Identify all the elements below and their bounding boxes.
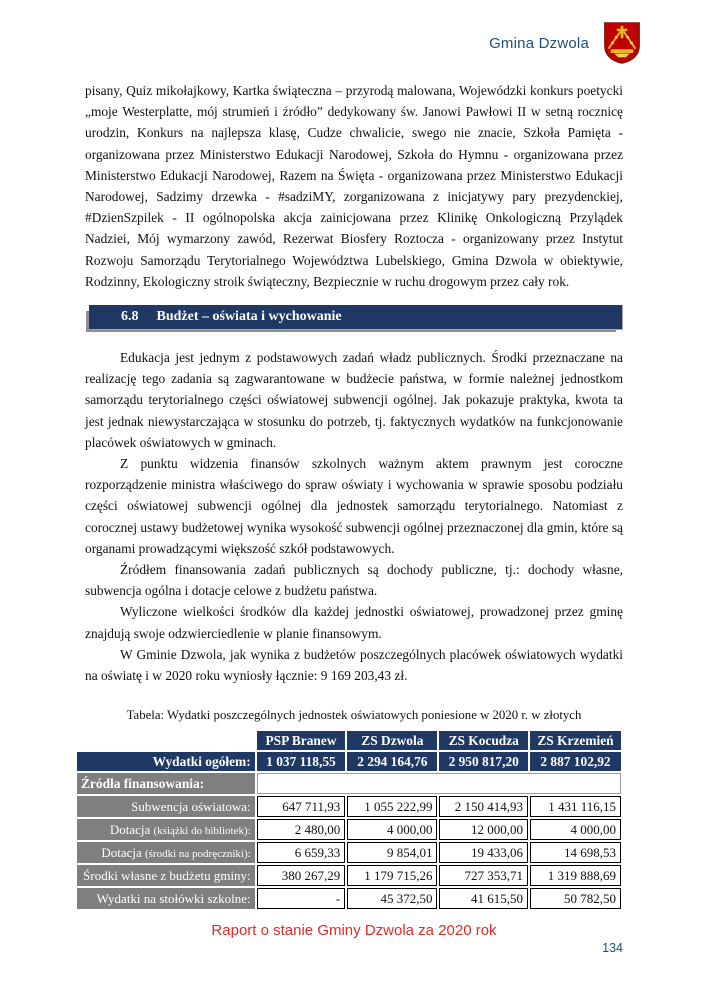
cell-value: -	[257, 888, 346, 909]
table-row	[77, 796, 621, 817]
cell-value: 2 294 164,76	[347, 752, 437, 771]
row-label: Subwencja oświatowa:	[77, 796, 255, 817]
section-number: 6.8	[121, 309, 139, 325]
cell-value: 1 037 118,55	[257, 752, 346, 771]
table-row	[77, 842, 621, 863]
cell-value: 1 319 888,69	[530, 865, 621, 886]
cell-value: 2 480,00	[257, 819, 346, 840]
main-content	[81, 80, 623, 911]
group-label: Źródła finansowania:	[77, 773, 255, 794]
coat-of-arms-icon	[601, 22, 643, 64]
section-title: Budżet – oświata i wychowanie	[156, 309, 342, 325]
row-label: Dotacja (środki na podręczniki):	[77, 842, 255, 863]
cell-value: 1 055 222,99	[347, 796, 437, 817]
paragraph: Wyliczone wielkości środków dla każdej jednostki oświatowej, prowadzonej przez gminę znajdują swoje odzwierciedlenie w planie finansowym.	[85, 604, 623, 641]
page-header	[489, 22, 643, 64]
cell-value: 380 267,29	[257, 865, 346, 886]
paragraph: pisany, Quiz mikołajkowy, Kartka świąteczna – przyrodą malowana, Wojewódzki konkurs poetycki „moje Westerplatte, mój strumień i źródło” dedykowany św. Janowi Pawłowi II w setną rocznicę urodzin, Konkurs na najlepsza klasę, Cudze chwalicie, swego nie znacie, Szkoła Pamięta - organizowana przez Ministerstwo Edukacji Narodowej, Szkoła do Hymnu - organizowana przez Ministerstwo Edukacji Narodowej, Razem na Święta - organizowana przez Ministerstwo Edukacji Narodowej, Sadzimy drzewka - #sadziMY, zorganizowana z inicjatywy pary prezydenckiej, #DzienSzpilek - II ogólnopolska akcja zainicjowana przez Klinikę Onkologiczną Przylądek Nadziei, Mój wymarzony zawód, Rezerwat Biosfery Roztocza - organizowany przez Instytut Rozwoju Samorządu Terytorialnego Województwa Lubelskiego, Gmina Dzwola w obiektywie, Rodzinny, Ekologiczny stroik świąteczny, Bezpiecznie w ruchu drogowym przez cały rok.	[85, 83, 623, 289]
column-header: ZS Krzemień	[530, 731, 621, 750]
brand-text: Gmina Dzwola	[489, 34, 589, 52]
table-row	[77, 888, 621, 909]
table-total-row	[77, 752, 621, 771]
cell-value: 2 150 414,93	[439, 796, 527, 817]
header-empty-cell	[77, 731, 255, 750]
row-label: Wydatki na stołówki szkolne:	[77, 888, 255, 909]
cell-value: 4 000,00	[530, 819, 621, 840]
column-header: PSP Branew	[257, 731, 346, 750]
cell-value: 2 950 817,20	[439, 752, 527, 771]
paragraph: Edukacja jest jednym z podstawowych zadań władz publicznych. Środki przeznaczane na realizację tego zadania są zagwarantowane w budżecie państwa, w formie należnej jednostkom samorządu terytorialnego części oświatowej subwencji ogólnej. Jak pokazuje praktyka, kwota ta jest jednak niewystarczająca w stosunku do potrzeb, tj. faktycznych wydatków na funkcjonowanie placówek oświatowych w gminach.	[85, 350, 623, 450]
cell-value: 1 431 116,15	[530, 796, 621, 817]
table-group-row	[77, 773, 621, 794]
cell-value: 6 659,33	[257, 842, 346, 863]
section-heading	[89, 305, 623, 330]
paragraph: W Gminie Dzwola, jak wynika z budżetów poszczególnych placówek oświatowych wydatki na oświatę i w 2020 roku wyniosły łącznie: 9 169 203,43 zł.	[85, 646, 623, 684]
cell-value: 1 179 715,26	[347, 865, 437, 886]
paragraph: Źródłem finansowania zadań publicznych są dochody publiczne, tj.: dochody własne, subwencja ogólna i dotacje celowe z budżetu państwa.	[85, 562, 623, 599]
row-label: Wydatki ogółem:	[77, 752, 255, 771]
cell-value: 4 000,00	[347, 819, 437, 840]
cell-value: 12 000,00	[439, 819, 527, 840]
cell-value: 14 698,53	[530, 842, 621, 863]
table-row	[77, 865, 621, 886]
table-header-row	[77, 731, 621, 750]
cell-value: 9 854,01	[347, 842, 437, 863]
cell-value: 19 433,06	[439, 842, 527, 863]
table-caption: Tabela: Wydatki poszczególnych jednostek oświatowych poniesione w 2020 r. w złotych	[126, 708, 582, 723]
row-label: Dotacja (książki do bibliotek):	[77, 819, 255, 840]
cell-value: 2 887 102,92	[530, 752, 621, 771]
table-row	[77, 819, 621, 840]
cell-value: 41 615,50	[439, 888, 527, 909]
cell-value: 647 711,93	[257, 796, 346, 817]
row-label: Środki własne z budżetu gminy:	[77, 865, 255, 886]
footer-report-title: Raport o stanie Gminy Dzwola za 2020 rok	[211, 922, 497, 939]
page-number: 134	[602, 941, 623, 955]
cell-value: 45 372,50	[347, 888, 437, 909]
expenses-table	[75, 729, 623, 911]
column-header: ZS Dzwola	[347, 731, 437, 750]
paragraph: Z punktu widzenia finansów szkolnych ważnym aktem prawnym jest coroczne rozporządzenie ministra właściwego do spraw oświaty i wychowania w sprawie sposobu podziału części oświatowej subwencji ogólnej dla jednostek samorządu terytorialnego. Natomiast z corocznej ustawy budżetowej wynika wysokość subwencji ogólnej przeznaczonej dla gmin, które są organami prowadzącymi większość szkół podstawowych.	[85, 456, 623, 556]
group-empty-cell	[257, 773, 621, 794]
column-header: ZS Kocudza	[439, 731, 527, 750]
cell-value: 727 353,71	[439, 865, 527, 886]
cell-value: 50 782,50	[530, 888, 621, 909]
